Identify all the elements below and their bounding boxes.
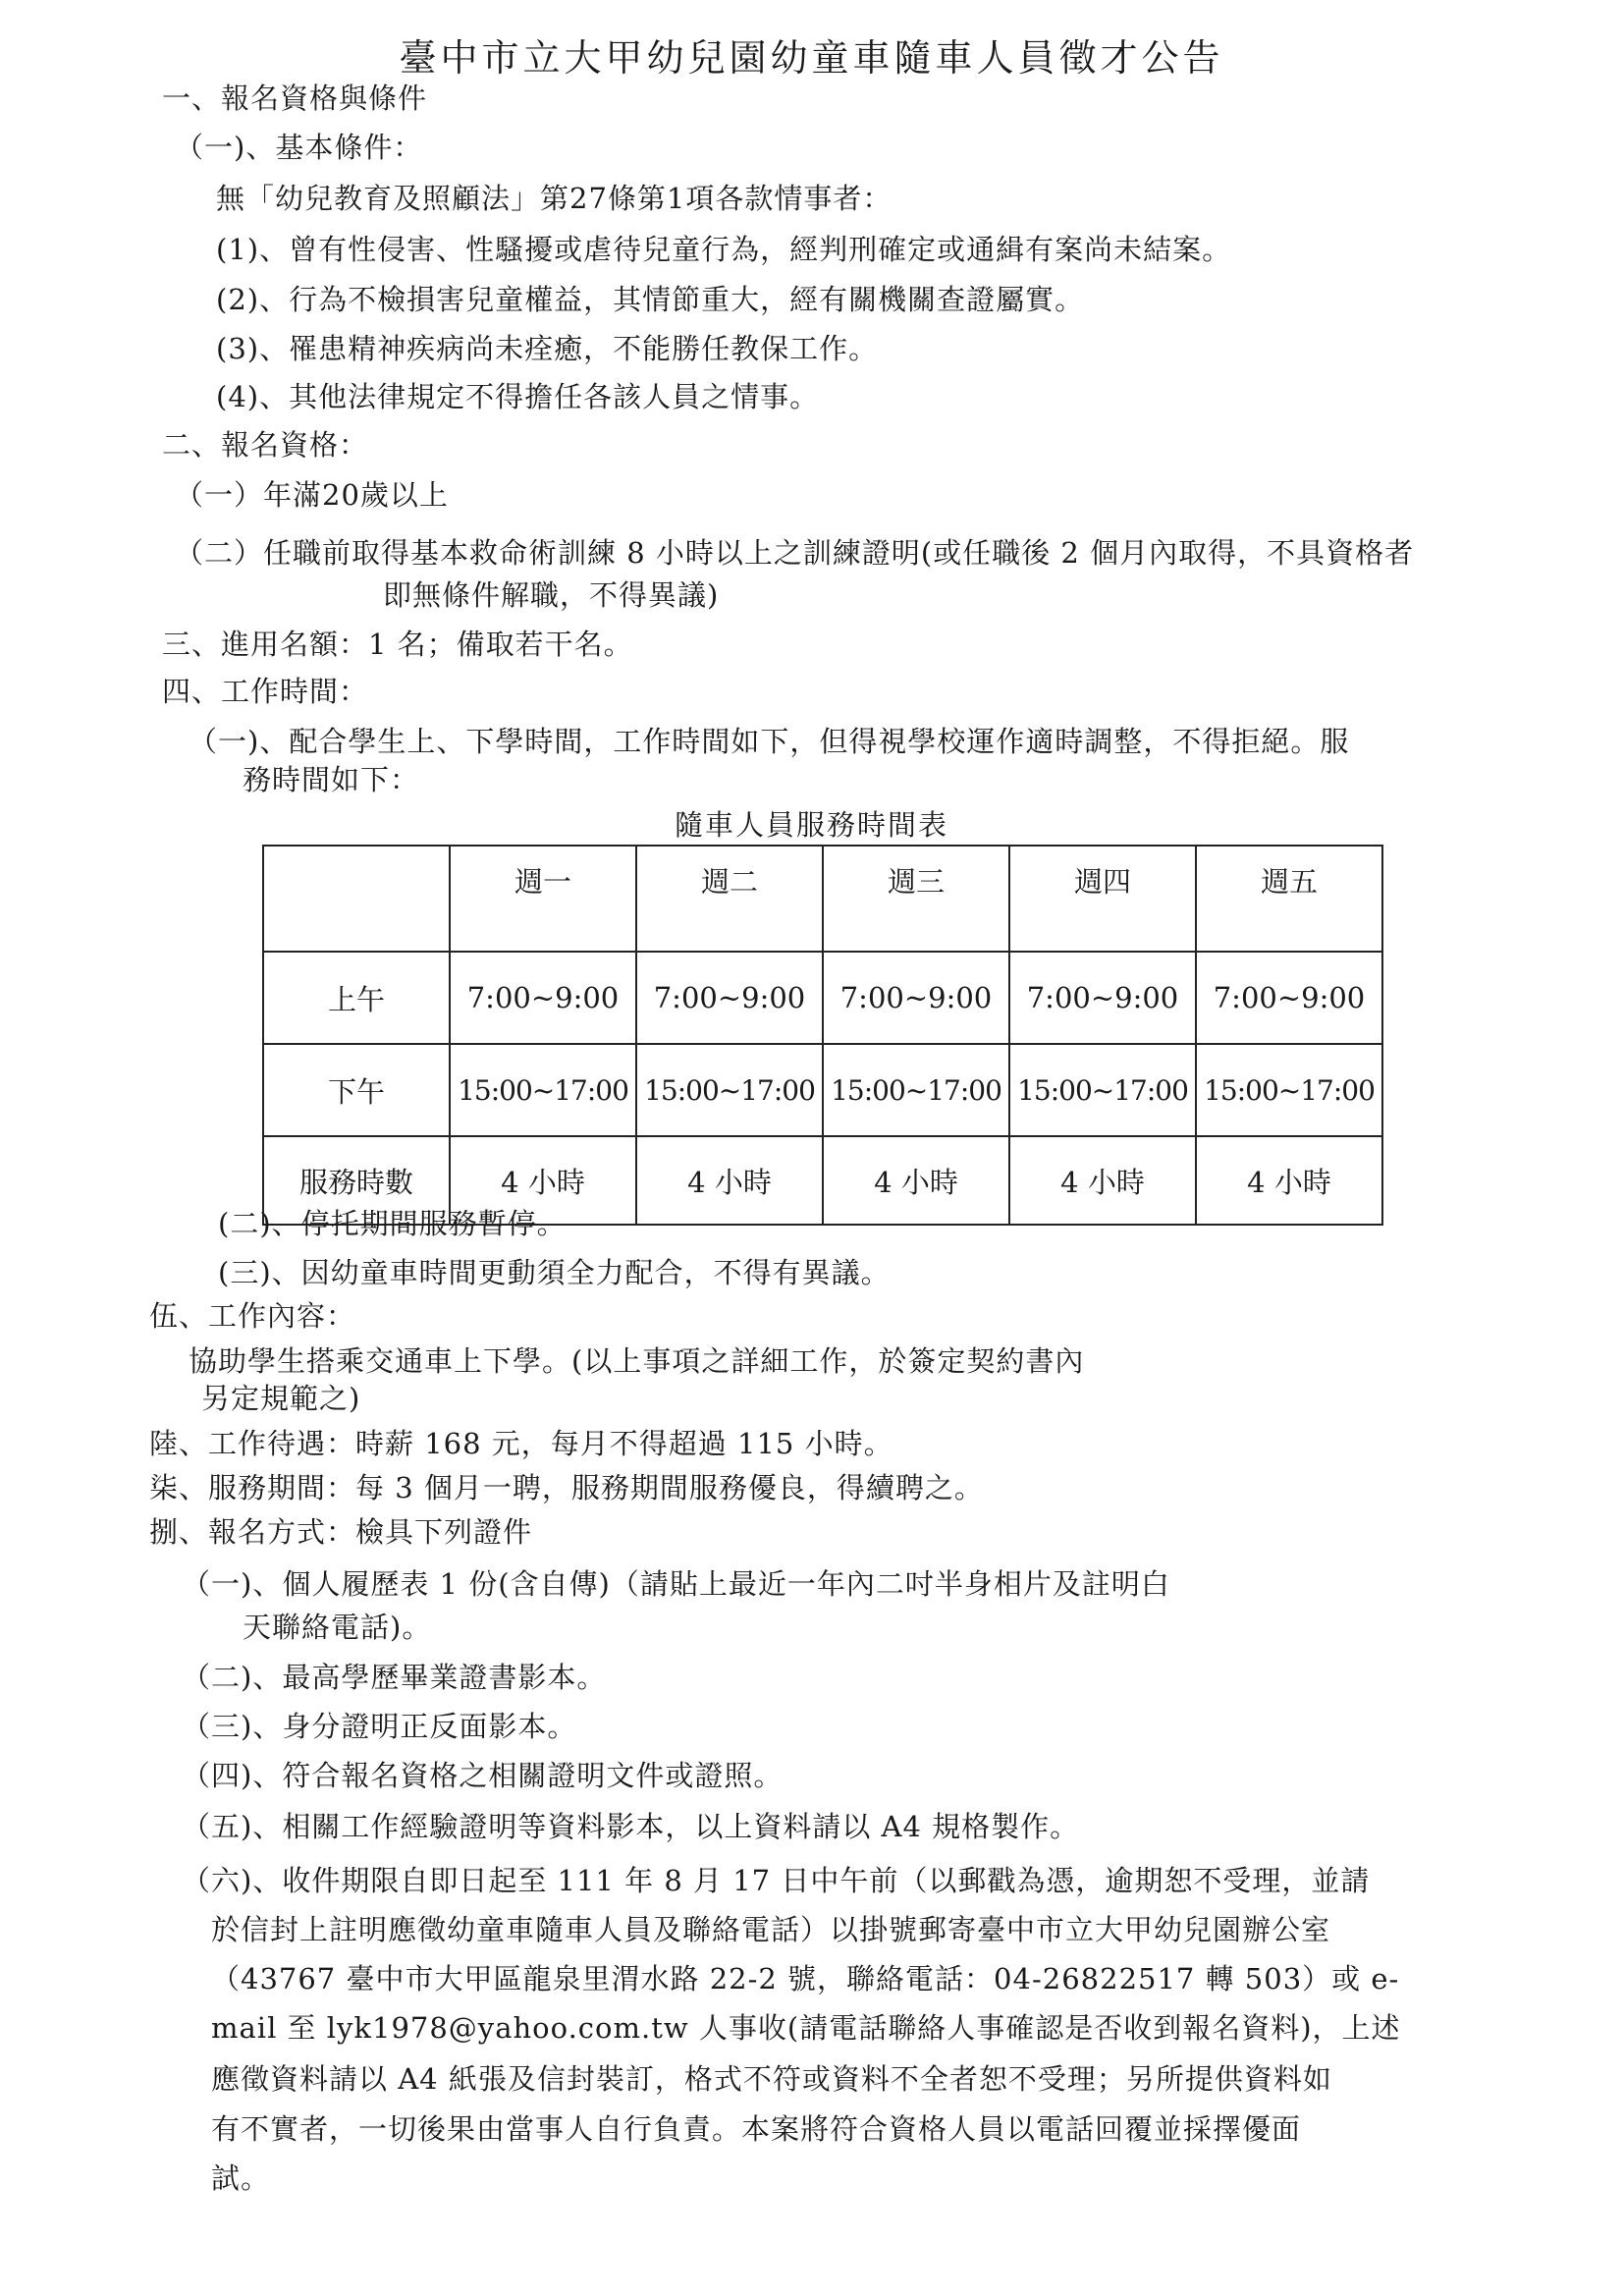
job-content-text: 協助學生搭乘交通車上下學。(以上事項之詳細工作，於簽定契約書內 [189, 1344, 1085, 1378]
schedule-table-caption: 隨車人員服務時間表 [674, 808, 948, 842]
basic-condition-text: 無「幼兒教育及照顧法」第27條第1項各款情事者： [216, 182, 893, 215]
qualification-2: （二）任職前取得基本救命術訓練 8 小時以上之訓練證明(或任職後 2 個月內取得，不具資格者 [175, 536, 1415, 570]
table-cell: 4 小時 [1009, 1136, 1196, 1225]
condition-item-2: (2)、行為不檢損害兒童權益，其情節重大，經有關機關查證屬實。 [216, 283, 1085, 316]
schedule-table [262, 845, 1383, 1226]
document-item-6-line-3: （43767 臺中市大甲區龍泉里渭水路 22-2 號，聯絡電話：04-26822517 轉 503）或 e- [211, 1962, 1400, 1995]
section-7-service-period: 柒、服務期間：每 3 個月一聘，服務期間服務優良，得續聘之。 [149, 1471, 984, 1504]
section-5-heading: 伍、工作內容： [149, 1299, 356, 1333]
document-item-6: （六)、收件期限自即日起至 111 年 8 月 17 日中午前（以郵戳為憑，逾期恕不受理，並請 [182, 1864, 1371, 1897]
table-cell: 15:00~17:00 [450, 1044, 636, 1136]
job-content-text-cont: 另定規範之) [201, 1382, 361, 1415]
table-cell: 上午 [263, 952, 450, 1044]
table-cell: 15:00~17:00 [823, 1044, 1009, 1136]
document-item-1-cont: 天聯絡電話)。 [243, 1611, 432, 1644]
section-1-heading: 一、報名資格與條件 [162, 82, 428, 115]
table-cell: 週三 [823, 846, 1009, 952]
document-item-3: （三)、身分證明正反面影本。 [182, 1710, 577, 1743]
table-row [263, 1044, 1382, 1136]
page-title: 臺中市立大甲幼兒園幼童車隨車人員徵才公告 [399, 36, 1224, 80]
table-cell: 週二 [636, 846, 823, 952]
document-item-5: （五)、相關工作經驗證明等資料影本，以上資料請以 A4 規格製作。 [182, 1810, 1080, 1843]
table-cell: 15:00~17:00 [636, 1044, 823, 1136]
table-cell: 下午 [263, 1044, 450, 1136]
table-cell: 7:00~9:00 [450, 952, 636, 1044]
table-cell: 4 小時 [823, 1136, 1009, 1225]
document-item-6-line-5: 應徵資料請以 A4 紙張及信封裝訂，格式不符或資料不全者恕不受理；另所提供資料如 [211, 2062, 1332, 2096]
qualification-1: （一）年滿20歲以上 [175, 478, 449, 512]
work-time-text: （一)、配合學生上、下學時間，工作時間如下，但得視學校運作適時調整，不得拒絕。服 [189, 725, 1350, 758]
table-row [263, 952, 1382, 1044]
section-8-heading: 捌、報名方式：檢具下列證件 [149, 1515, 533, 1549]
work-time-item-2: (二)、停托期間服務暫停。 [218, 1207, 567, 1240]
work-time-text-cont: 務時間如下： [243, 763, 420, 796]
section-6-salary: 陸、工作待遇：時薪 168 元，每月不得超過 115 小時。 [149, 1427, 893, 1460]
section-1-1-heading: （一)、基本條件： [175, 131, 423, 164]
table-cell: 15:00~17:00 [1009, 1044, 1196, 1136]
document-item-6-line-2: 於信封上註明應徵幼童車隨車人員及聯絡電話）以掛號郵寄臺中市立大甲幼兒園辦公室 [211, 1913, 1331, 1946]
section-2-heading: 二、報名資格： [162, 428, 369, 462]
table-cell: 週四 [1009, 846, 1196, 952]
table-cell: 4 小時 [636, 1136, 823, 1225]
document-item-4: （四)、符合報名資格之相關證明文件或證照。 [182, 1759, 784, 1792]
table-cell: 7:00~9:00 [636, 952, 823, 1044]
table-cell: 4 小時 [450, 1136, 636, 1225]
table-cell: 7:00~9:00 [1009, 952, 1196, 1044]
work-time-item-3: (三)、因幼童車時間更動須全力配合，不得有異議。 [218, 1256, 891, 1289]
document-item-1: （一)、個人履歷表 1 份(含自傳)（請貼上最近一年內二吋半身相片及註明白 [182, 1567, 1170, 1601]
section-3-heading: 三、進用名額：1 名；備取若干名。 [162, 628, 633, 661]
table-header-row [263, 846, 1382, 952]
table-cell: 7:00~9:00 [1196, 952, 1382, 1044]
table-cell: 4 小時 [1196, 1136, 1382, 1225]
condition-item-4: (4)、其他法律規定不得擔任各該人員之情事。 [216, 380, 820, 413]
table-cell: 週五 [1196, 846, 1382, 952]
table-cell: 7:00~9:00 [823, 952, 1009, 1044]
table-cell [263, 846, 450, 952]
document-item-2: （二)、最高學歷畢業證書影本。 [182, 1661, 607, 1694]
document-item-6-line-6: 有不實者，一切後果由當事人自行負責。本案將符合資格人員以電話回覆並採擇優面 [211, 2112, 1302, 2146]
section-4-heading: 四、工作時間： [162, 675, 369, 708]
qualification-2-cont: 即無條件解職，不得異議) [383, 578, 720, 612]
condition-item-1: (1)、曾有性侵害、性騷擾或虐待兒童行為，經判刑確定或通緝有案尚未結案。 [216, 233, 1232, 266]
table-cell: 15:00~17:00 [1196, 1044, 1382, 1136]
document-item-6-line-7: 試。 [211, 2161, 271, 2195]
table-cell: 服務時數 [263, 1136, 450, 1225]
table-cell: 週一 [450, 846, 636, 952]
document-item-6-line-4: mail 至 lyk1978@yahoo.com.tw 人事收(請電話聯絡人事確認是否收到報名資料)，上述 [211, 2011, 1401, 2045]
condition-item-3: (3)、罹患精神疾病尚未痊癒，不能勝任教保工作。 [216, 332, 879, 365]
